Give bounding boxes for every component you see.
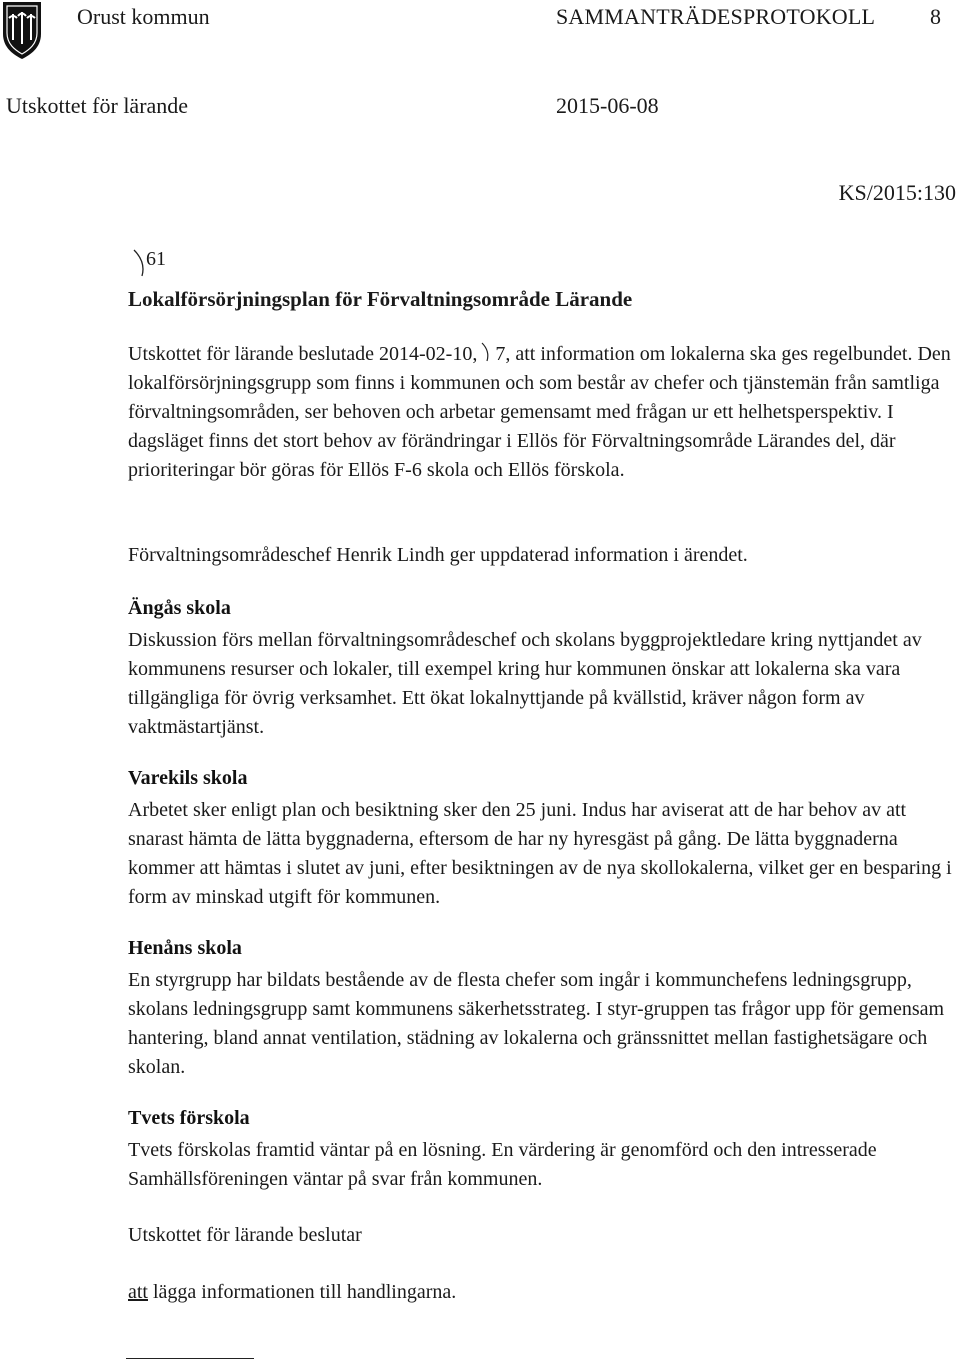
intro-paragraph — [128, 340, 958, 485]
intro-lead: Utskottet för lärande beslutade 2014-02-10, — [128, 343, 478, 365]
intro-section-ref: 7, att information om lokalerna ska ges — [495, 343, 809, 365]
decision-paragraph — [128, 1278, 958, 1307]
school-heading-varekil: Varekils skola — [128, 767, 248, 789]
intro-rest: regelbundet. Den lokalförsörjningsgrupp som finns i kommunen och som består av chefer och tjänstemän från samtliga förvaltningsområden, ser behoven och arbetar gemensamt med frågan ur ett helhetsperspektiv. I dagsläget finns det stort behov av förändringar i Ellös för Förvaltningsområde Lärandes del, där prioriteringar bör göras för Ellös F-6 skola och Ellös förskola. — [128, 343, 951, 481]
signature-rule — [126, 1358, 254, 1359]
school-text-angas: Diskussion förs mellan förvaltningsområdeschef och skolans byggprojektledare kring nyttjandet av kommunens resurser och lokaler, till exempel kring hur kommunen önskar att lokalerna ska vara tillgängliga för övrig verksamhet. Ett ökat lokalnyttjande på kvällstid, kräver någon form av vaktmästartjänst. — [128, 629, 922, 738]
school-text-varekil: Arbetet sker enligt plan och besiktning sker den 25 juni. Indus har aviserat att de har behov av att snarast hämta de lätta byggnaderna, eftersom de har ny hyresgäst på gång. De lätta byggnaderna kommer att hämtas i slutet av juni, efter besiktningen av de nya skollokalerna, vilket ger en besparing i form av minskad utgift för kommunen. — [128, 799, 952, 908]
school-heading-angas: Ängås skola — [128, 597, 231, 619]
decision-text: lägga informationen till handlingarna. — [153, 1281, 457, 1303]
decision-intro: Utskottet för lärande beslutar — [128, 1224, 362, 1246]
section-title: Lokalförsörjningsplan för Förvaltningsområde Lärande — [128, 287, 633, 311]
meeting-date: 2015-06-08 — [556, 93, 659, 118]
section-sign-icon — [479, 342, 493, 362]
organization-name: Orust kommun — [77, 4, 210, 29]
school-heading-tvet: Tvets förskola — [128, 1107, 250, 1129]
school-text-henan: En styrgrupp har bildats bestående av de flesta chefer som ingår i kommunchefens ledningsgrupp, skolans ledningsgrupp samt kommunens säkerhetsstrateg. I styr-gruppen tas frågor upp för gemensam hantering, bland annat ventilation, städning av lokalerna och gränssnittet mellan fastighetsägare och skolan. — [128, 969, 945, 1078]
school-heading-henan: Henåns skola — [128, 937, 242, 959]
document-type: SAMMANTRÄDESPROTOKOLL — [556, 4, 876, 29]
decision-att: att — [128, 1281, 148, 1303]
school-text-tvet: Tvets förskolas framtid väntar på en lösning. En värdering är genomförd och den intresserade Samhällsföreningen väntar på svar från kommunen. — [128, 1139, 877, 1190]
page-number: 8 — [930, 4, 941, 29]
coat-of-arms-logo — [0, 0, 44, 60]
committee-name: Utskottet för lärande — [6, 93, 189, 118]
case-number: KS/2015:130 — [838, 180, 956, 205]
update-note: Förvaltningsområdeschef Henrik Lindh ger uppdaterad information i ärendet. — [128, 544, 748, 566]
section-number: 61 — [146, 248, 166, 270]
